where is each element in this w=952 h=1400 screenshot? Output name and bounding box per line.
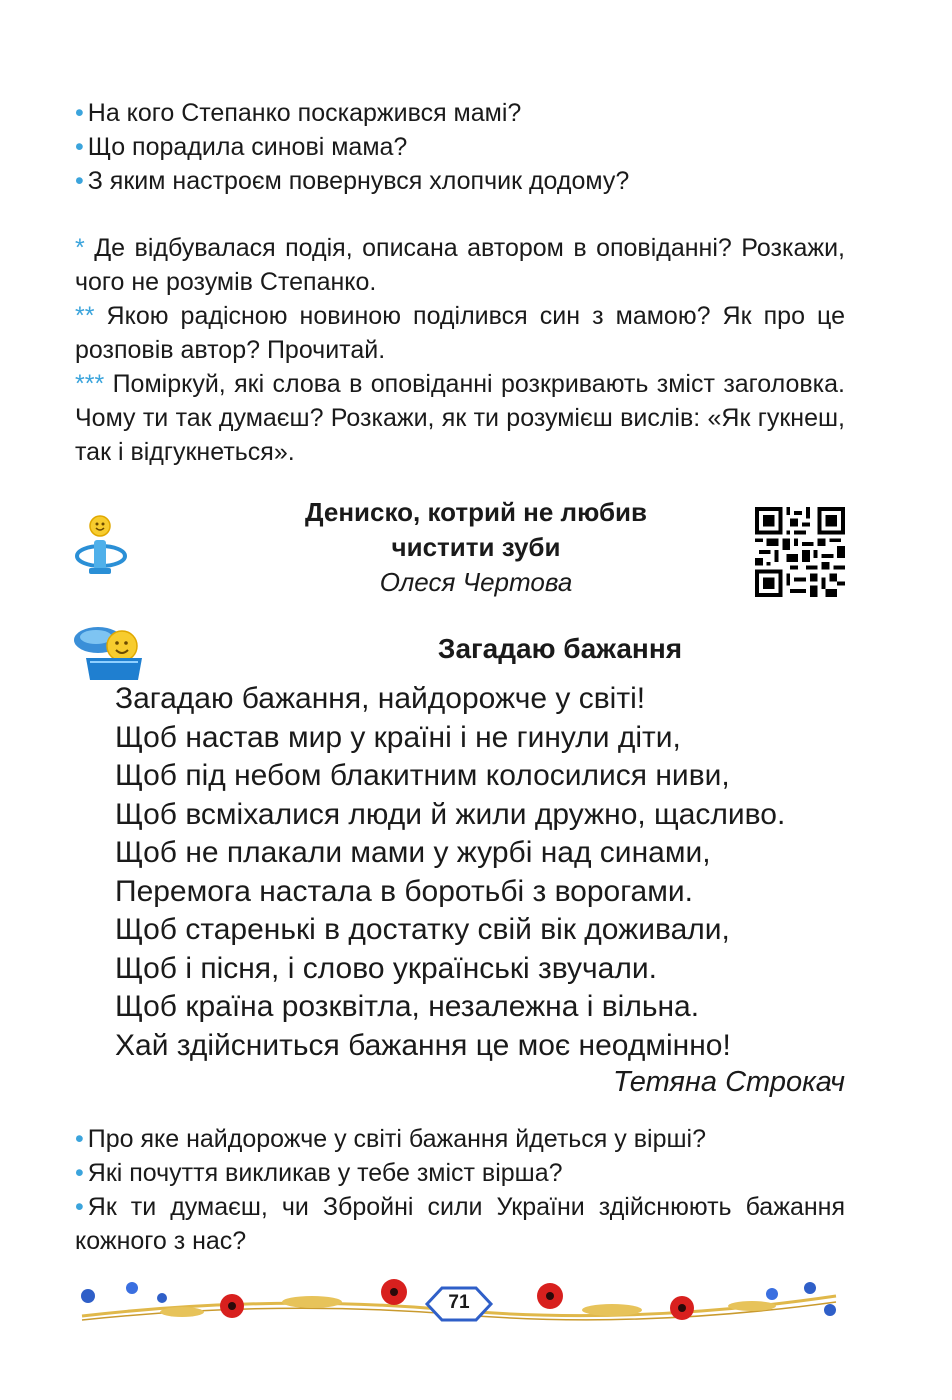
poem-line: Щоб і пісня, і слово українські звучали. <box>115 951 657 985</box>
question-item: • Які почуття викликав у тебе зміст вірша? <box>75 1159 563 1187</box>
qr-code-icon[interactable] <box>754 507 846 597</box>
poem-line: Щоб не плакали мами у журбі над синами, <box>115 836 711 869</box>
poem-line: Щоб під небом блакитним колосилися ниви, <box>115 759 730 792</box>
star-tasks <box>75 231 845 469</box>
question-item: • На кого Степанко поскаржився мамі? <box>75 99 522 127</box>
question-item: • Про яке найдорожче у світі бажання йдеться у вірші? <box>75 1125 706 1153</box>
story-author: Олеся Чертова <box>379 567 573 597</box>
question-item: • З яким настроєм повернувся хлопчик додому? <box>75 167 630 195</box>
poem-line: Перемога настала в боротьбі з ворогами. <box>115 874 693 908</box>
bottom-questions <box>75 1122 845 1258</box>
task-level-3: *** Поміркуй, які слова в оповіданні розкривають зміст заголовка. Чому ти так думаєш? Розкажи, як ти розумієш вислів: «Як гукнеш, так і відгукнеться». <box>75 370 845 466</box>
task-level-2: ** Якою радісною новиною поділився син з мамою? Як про це розповів автор? Прочитай. <box>75 302 845 364</box>
poem-line: Щоб старенькі в достатку свій вік доживали, <box>115 913 730 946</box>
poem-line: Щоб країна розквітла, незалежна і вільна. <box>115 990 700 1023</box>
page-number: 71 <box>448 1292 470 1313</box>
story-title-line1: Дениско, котрий не любив <box>305 497 647 527</box>
poem-line: Загадаю бажання, найдорожче у світі! <box>115 682 646 715</box>
task-level-1: * Де відбувалася подія, описана автором в оповіданні? Розкажи, чого не розумів Степанко. <box>75 234 845 296</box>
poem-line: Щоб всміхалися люди й жили дружно, щасливо. <box>115 797 786 831</box>
poem-line: Хай здійсниться бажання це моє неодмінно! <box>115 1028 731 1062</box>
question-item: • Що порадила синові мама? <box>75 133 408 161</box>
poem-line: Щоб настав мир у країні і не гинули діти, <box>115 720 681 754</box>
poem-text <box>115 680 785 1065</box>
top-questions <box>75 96 845 198</box>
story-title-line2: чистити зуби <box>391 532 561 562</box>
question-item: • Як ти думаєш, чи Збройні сили України здійснюють бажання кожного з нас? <box>75 1193 845 1255</box>
poem-title: Загадаю бажання <box>437 633 683 664</box>
poem-author: Тетяна Строкач <box>613 1066 845 1098</box>
